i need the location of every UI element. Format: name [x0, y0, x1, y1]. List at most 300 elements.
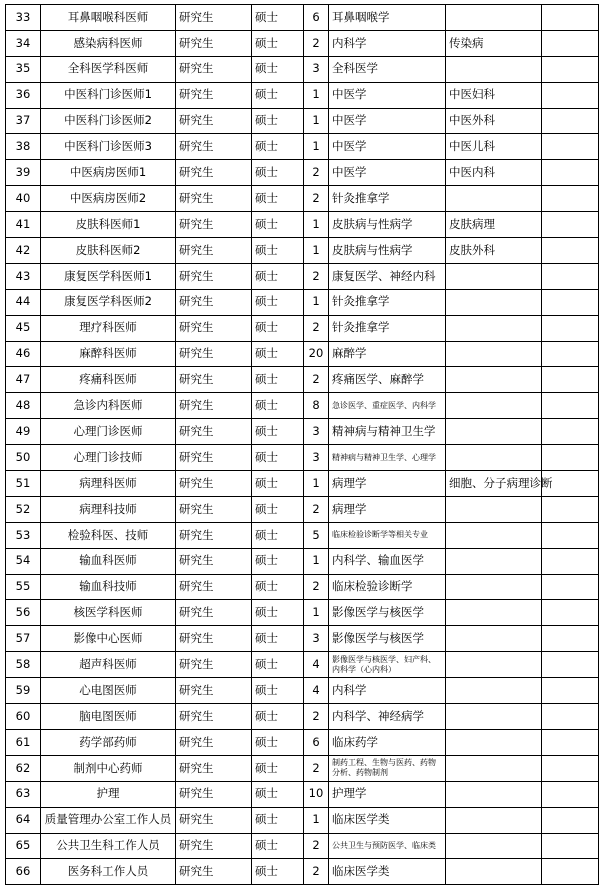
education-cell: 研究生 — [176, 186, 252, 212]
row-number-cell: 33 — [6, 5, 41, 31]
headcount-cell: 2 — [304, 755, 329, 781]
table-row — [6, 82, 599, 108]
education-cell: 研究生 — [176, 781, 252, 807]
degree-cell: 硕士 — [252, 600, 304, 626]
education-cell: 研究生 — [176, 160, 252, 186]
degree-cell: 硕士 — [252, 781, 304, 807]
row-number-cell: 63 — [6, 781, 41, 807]
degree-cell: 硕士 — [252, 833, 304, 859]
major-cell: 中医学 — [329, 82, 446, 108]
row-number-cell: 51 — [6, 471, 41, 497]
headcount-cell: 2 — [304, 704, 329, 730]
headcount-cell: 10 — [304, 781, 329, 807]
table-row — [6, 859, 599, 885]
post-name-cell: 全科医学科医师 — [41, 56, 176, 82]
headcount-cell: 4 — [304, 678, 329, 704]
headcount-cell: 5 — [304, 522, 329, 548]
note-cell — [446, 807, 542, 833]
note-cell — [446, 263, 542, 289]
post-name-cell: 皮肤科医师1 — [41, 212, 176, 238]
headcount-cell: 1 — [304, 212, 329, 238]
degree-cell: 硕士 — [252, 82, 304, 108]
post-name-cell: 疼痛科医师 — [41, 367, 176, 393]
table-row — [6, 704, 599, 730]
table-row — [6, 30, 599, 56]
major-cell: 中医学 — [329, 134, 446, 160]
degree-cell: 硕士 — [252, 160, 304, 186]
note-cell — [446, 289, 542, 315]
education-cell: 研究生 — [176, 626, 252, 652]
post-name-cell: 输血科医师 — [41, 548, 176, 574]
post-name-cell: 中医科门诊医师2 — [41, 108, 176, 134]
education-cell: 研究生 — [176, 82, 252, 108]
major-cell: 康复医学、神经内科 — [329, 263, 446, 289]
post-name-cell: 医务科工作人员 — [41, 859, 176, 885]
degree-cell: 硕士 — [252, 496, 304, 522]
major-cell: 公共卫生与预防医学、临床类 — [329, 833, 446, 859]
education-cell: 研究生 — [176, 419, 252, 445]
post-name-cell: 理疗科医师 — [41, 315, 176, 341]
major-cell: 针灸推拿学 — [329, 315, 446, 341]
major-cell: 疼痛医学、麻醉学 — [329, 367, 446, 393]
post-name-cell: 心理门诊技师 — [41, 445, 176, 471]
education-cell: 研究生 — [176, 755, 252, 781]
row-number-cell: 48 — [6, 393, 41, 419]
headcount-cell: 1 — [304, 238, 329, 264]
education-cell: 研究生 — [176, 600, 252, 626]
education-cell: 研究生 — [176, 445, 252, 471]
major-cell: 针灸推拿学 — [329, 186, 446, 212]
row-number-cell: 61 — [6, 729, 41, 755]
headcount-cell: 3 — [304, 419, 329, 445]
empty-cell — [542, 496, 599, 522]
major-cell: 影像医学与核医学 — [329, 600, 446, 626]
note-cell — [446, 729, 542, 755]
note-cell: 中医儿科 — [446, 134, 542, 160]
note-cell — [446, 626, 542, 652]
headcount-cell: 3 — [304, 56, 329, 82]
education-cell: 研究生 — [176, 289, 252, 315]
row-number-cell: 57 — [6, 626, 41, 652]
major-cell: 急诊医学、重症医学、内科学 — [329, 393, 446, 419]
education-cell: 研究生 — [176, 704, 252, 730]
degree-cell: 硕士 — [252, 471, 304, 497]
degree-cell: 硕士 — [252, 315, 304, 341]
degree-cell: 硕士 — [252, 548, 304, 574]
education-cell: 研究生 — [176, 807, 252, 833]
table-row — [6, 445, 599, 471]
note-cell — [446, 393, 542, 419]
row-number-cell: 60 — [6, 704, 41, 730]
empty-cell — [542, 781, 599, 807]
note-cell — [446, 419, 542, 445]
post-name-cell: 制剂中心药师 — [41, 755, 176, 781]
table-row — [6, 833, 599, 859]
row-number-cell: 52 — [6, 496, 41, 522]
table-row — [6, 289, 599, 315]
empty-cell — [542, 393, 599, 419]
empty-cell — [542, 652, 599, 678]
education-cell: 研究生 — [176, 212, 252, 238]
headcount-cell: 1 — [304, 289, 329, 315]
empty-cell — [542, 833, 599, 859]
row-number-cell: 40 — [6, 186, 41, 212]
education-cell: 研究生 — [176, 833, 252, 859]
education-cell: 研究生 — [176, 859, 252, 885]
table-row — [6, 160, 599, 186]
education-cell: 研究生 — [176, 393, 252, 419]
major-cell: 中医学 — [329, 108, 446, 134]
education-cell: 研究生 — [176, 108, 252, 134]
degree-cell: 硕士 — [252, 367, 304, 393]
note-cell — [446, 678, 542, 704]
note-cell — [446, 704, 542, 730]
headcount-cell: 1 — [304, 548, 329, 574]
headcount-cell: 3 — [304, 445, 329, 471]
headcount-cell: 2 — [304, 367, 329, 393]
table-row — [6, 186, 599, 212]
table-row — [6, 263, 599, 289]
post-name-cell: 影像中心医师 — [41, 626, 176, 652]
table-row — [6, 652, 599, 678]
post-name-cell: 药学部药师 — [41, 729, 176, 755]
table-row — [6, 471, 599, 497]
empty-cell — [542, 548, 599, 574]
empty-cell — [542, 134, 599, 160]
major-cell: 临床药学 — [329, 729, 446, 755]
degree-cell: 硕士 — [252, 341, 304, 367]
note-cell — [446, 496, 542, 522]
row-number-cell: 34 — [6, 30, 41, 56]
note-cell — [446, 5, 542, 31]
major-cell: 精神病与精神卫生学、心理学 — [329, 445, 446, 471]
headcount-cell: 2 — [304, 315, 329, 341]
education-cell: 研究生 — [176, 574, 252, 600]
empty-cell — [542, 5, 599, 31]
row-number-cell: 38 — [6, 134, 41, 160]
post-name-cell: 中医科门诊医师1 — [41, 82, 176, 108]
note-cell — [446, 522, 542, 548]
post-name-cell: 公共卫生科工作人员 — [41, 833, 176, 859]
major-cell: 影像医学与核医学 — [329, 626, 446, 652]
table-row — [6, 496, 599, 522]
headcount-cell: 2 — [304, 496, 329, 522]
row-number-cell: 49 — [6, 419, 41, 445]
major-cell: 内科学、神经病学 — [329, 704, 446, 730]
major-cell: 麻醉学 — [329, 341, 446, 367]
row-number-cell: 36 — [6, 82, 41, 108]
empty-cell — [542, 160, 599, 186]
headcount-cell: 3 — [304, 626, 329, 652]
headcount-cell: 2 — [304, 263, 329, 289]
row-number-cell: 58 — [6, 652, 41, 678]
table-row — [6, 574, 599, 600]
post-name-cell: 康复医学科医师1 — [41, 263, 176, 289]
degree-cell: 硕士 — [252, 108, 304, 134]
row-number-cell: 64 — [6, 807, 41, 833]
empty-cell — [542, 315, 599, 341]
degree-cell: 硕士 — [252, 522, 304, 548]
major-cell: 影像医学与核医学、妇产科、内科学（心内科） — [329, 652, 446, 678]
education-cell: 研究生 — [176, 134, 252, 160]
degree-cell: 硕士 — [252, 5, 304, 31]
post-name-cell: 核医学科医师 — [41, 600, 176, 626]
post-name-cell: 心电图医师 — [41, 678, 176, 704]
note-cell — [446, 781, 542, 807]
major-cell: 精神病与精神卫生学 — [329, 419, 446, 445]
row-number-cell: 43 — [6, 263, 41, 289]
row-number-cell: 35 — [6, 56, 41, 82]
major-cell: 病理学 — [329, 471, 446, 497]
note-cell — [446, 755, 542, 781]
headcount-cell: 1 — [304, 471, 329, 497]
row-number-cell: 53 — [6, 522, 41, 548]
empty-cell — [542, 82, 599, 108]
degree-cell: 硕士 — [252, 859, 304, 885]
table-body — [6, 5, 599, 885]
education-cell: 研究生 — [176, 56, 252, 82]
degree-cell: 硕士 — [252, 30, 304, 56]
education-cell: 研究生 — [176, 652, 252, 678]
empty-cell — [542, 186, 599, 212]
post-name-cell: 皮肤科医师2 — [41, 238, 176, 264]
table-row — [6, 134, 599, 160]
headcount-cell: 2 — [304, 160, 329, 186]
post-name-cell: 中医病房医师1 — [41, 160, 176, 186]
post-name-cell: 感染病科医师 — [41, 30, 176, 56]
degree-cell: 硕士 — [252, 574, 304, 600]
recruitment-table — [5, 4, 599, 885]
note-cell — [446, 548, 542, 574]
headcount-cell: 1 — [304, 134, 329, 160]
note-cell: 细胞、分子病理诊断 — [446, 471, 542, 497]
row-number-cell: 66 — [6, 859, 41, 885]
post-name-cell: 护理 — [41, 781, 176, 807]
table-row — [6, 548, 599, 574]
empty-cell — [542, 367, 599, 393]
headcount-cell: 2 — [304, 833, 329, 859]
note-cell: 中医妇科 — [446, 82, 542, 108]
post-name-cell: 病理科医师 — [41, 471, 176, 497]
empty-cell — [542, 704, 599, 730]
major-cell: 临床医学类 — [329, 859, 446, 885]
note-cell: 中医外科 — [446, 108, 542, 134]
row-number-cell: 42 — [6, 238, 41, 264]
empty-cell — [542, 522, 599, 548]
note-cell: 皮肤病理 — [446, 212, 542, 238]
major-cell: 制药工程、生物与医药、药物分析、药物制剂 — [329, 755, 446, 781]
degree-cell: 硕士 — [252, 652, 304, 678]
post-name-cell: 质量管理办公室工作人员 — [41, 807, 176, 833]
empty-cell — [542, 678, 599, 704]
major-cell: 全科医学 — [329, 56, 446, 82]
major-cell: 皮肤病与性病学 — [329, 238, 446, 264]
table-row — [6, 678, 599, 704]
headcount-cell: 20 — [304, 341, 329, 367]
headcount-cell: 2 — [304, 574, 329, 600]
education-cell: 研究生 — [176, 315, 252, 341]
note-cell — [446, 600, 542, 626]
table-row — [6, 781, 599, 807]
row-number-cell: 56 — [6, 600, 41, 626]
post-name-cell: 中医病房医师2 — [41, 186, 176, 212]
row-number-cell: 50 — [6, 445, 41, 471]
headcount-cell: 4 — [304, 652, 329, 678]
empty-cell — [542, 56, 599, 82]
note-cell — [446, 315, 542, 341]
note-cell — [446, 367, 542, 393]
post-name-cell: 急诊内科医师 — [41, 393, 176, 419]
note-cell — [446, 652, 542, 678]
row-number-cell: 47 — [6, 367, 41, 393]
degree-cell: 硕士 — [252, 755, 304, 781]
note-cell — [446, 833, 542, 859]
empty-cell — [542, 238, 599, 264]
empty-cell — [542, 755, 599, 781]
major-cell: 内科学 — [329, 678, 446, 704]
row-number-cell: 65 — [6, 833, 41, 859]
empty-cell — [542, 729, 599, 755]
post-name-cell: 超声科医师 — [41, 652, 176, 678]
post-name-cell: 心理门诊医师 — [41, 419, 176, 445]
degree-cell: 硕士 — [252, 134, 304, 160]
education-cell: 研究生 — [176, 471, 252, 497]
empty-cell — [542, 600, 599, 626]
major-cell: 皮肤病与性病学 — [329, 212, 446, 238]
post-name-cell: 检验科医、技师 — [41, 522, 176, 548]
table-row — [6, 56, 599, 82]
major-cell: 临床检验诊断学等相关专业 — [329, 522, 446, 548]
major-cell: 中医学 — [329, 160, 446, 186]
major-cell: 耳鼻咽喉学 — [329, 5, 446, 31]
headcount-cell: 1 — [304, 600, 329, 626]
headcount-cell: 2 — [304, 859, 329, 885]
degree-cell: 硕士 — [252, 419, 304, 445]
degree-cell: 硕士 — [252, 626, 304, 652]
note-cell — [446, 186, 542, 212]
education-cell: 研究生 — [176, 30, 252, 56]
degree-cell: 硕士 — [252, 445, 304, 471]
note-cell: 传染病 — [446, 30, 542, 56]
empty-cell — [542, 108, 599, 134]
education-cell: 研究生 — [176, 5, 252, 31]
row-number-cell: 59 — [6, 678, 41, 704]
major-cell: 病理学 — [329, 496, 446, 522]
post-name-cell: 康复医学科医师2 — [41, 289, 176, 315]
major-cell: 临床医学类 — [329, 807, 446, 833]
table-row — [6, 238, 599, 264]
row-number-cell: 62 — [6, 755, 41, 781]
post-name-cell: 病理科技师 — [41, 496, 176, 522]
headcount-cell: 6 — [304, 729, 329, 755]
table-row — [6, 5, 599, 31]
empty-cell — [542, 289, 599, 315]
education-cell: 研究生 — [176, 729, 252, 755]
note-cell: 中医内科 — [446, 160, 542, 186]
education-cell: 研究生 — [176, 522, 252, 548]
post-name-cell: 输血科技师 — [41, 574, 176, 600]
table-row — [6, 212, 599, 238]
empty-cell — [542, 30, 599, 56]
note-cell — [446, 445, 542, 471]
degree-cell: 硕士 — [252, 56, 304, 82]
row-number-cell: 37 — [6, 108, 41, 134]
note-cell: 皮肤外科 — [446, 238, 542, 264]
degree-cell: 硕士 — [252, 678, 304, 704]
table-row — [6, 393, 599, 419]
row-number-cell: 44 — [6, 289, 41, 315]
post-name-cell: 中医科门诊医师3 — [41, 134, 176, 160]
major-cell: 内科学 — [329, 30, 446, 56]
table-row — [6, 600, 599, 626]
headcount-cell: 6 — [304, 5, 329, 31]
empty-cell — [542, 626, 599, 652]
row-number-cell: 45 — [6, 315, 41, 341]
post-name-cell: 耳鼻咽喉科医师 — [41, 5, 176, 31]
major-cell: 临床检验诊断学 — [329, 574, 446, 600]
note-cell — [446, 574, 542, 600]
degree-cell: 硕士 — [252, 212, 304, 238]
table-row — [6, 108, 599, 134]
education-cell: 研究生 — [176, 238, 252, 264]
headcount-cell: 1 — [304, 82, 329, 108]
empty-cell — [542, 445, 599, 471]
row-number-cell: 46 — [6, 341, 41, 367]
headcount-cell: 8 — [304, 393, 329, 419]
table-row — [6, 626, 599, 652]
degree-cell: 硕士 — [252, 289, 304, 315]
empty-cell — [542, 341, 599, 367]
education-cell: 研究生 — [176, 496, 252, 522]
post-name-cell: 麻醉科医师 — [41, 341, 176, 367]
education-cell: 研究生 — [176, 341, 252, 367]
table-row — [6, 729, 599, 755]
empty-cell — [542, 263, 599, 289]
headcount-cell: 2 — [304, 30, 329, 56]
headcount-cell: 1 — [304, 108, 329, 134]
empty-cell — [542, 419, 599, 445]
degree-cell: 硕士 — [252, 393, 304, 419]
degree-cell: 硕士 — [252, 807, 304, 833]
table-row — [6, 341, 599, 367]
empty-cell — [542, 212, 599, 238]
major-cell: 护理学 — [329, 781, 446, 807]
table-row — [6, 367, 599, 393]
degree-cell: 硕士 — [252, 729, 304, 755]
row-number-cell: 54 — [6, 548, 41, 574]
row-number-cell: 39 — [6, 160, 41, 186]
empty-cell — [542, 859, 599, 885]
degree-cell: 硕士 — [252, 263, 304, 289]
row-number-cell: 55 — [6, 574, 41, 600]
note-cell — [446, 341, 542, 367]
headcount-cell: 1 — [304, 807, 329, 833]
table-row — [6, 522, 599, 548]
table-row — [6, 315, 599, 341]
degree-cell: 硕士 — [252, 238, 304, 264]
degree-cell: 硕士 — [252, 704, 304, 730]
major-cell: 内科学、输血医学 — [329, 548, 446, 574]
table-row — [6, 807, 599, 833]
row-number-cell: 41 — [6, 212, 41, 238]
headcount-cell: 2 — [304, 186, 329, 212]
note-cell — [446, 56, 542, 82]
note-cell — [446, 859, 542, 885]
table-row — [6, 419, 599, 445]
table-row — [6, 755, 599, 781]
degree-cell: 硕士 — [252, 186, 304, 212]
education-cell: 研究生 — [176, 263, 252, 289]
